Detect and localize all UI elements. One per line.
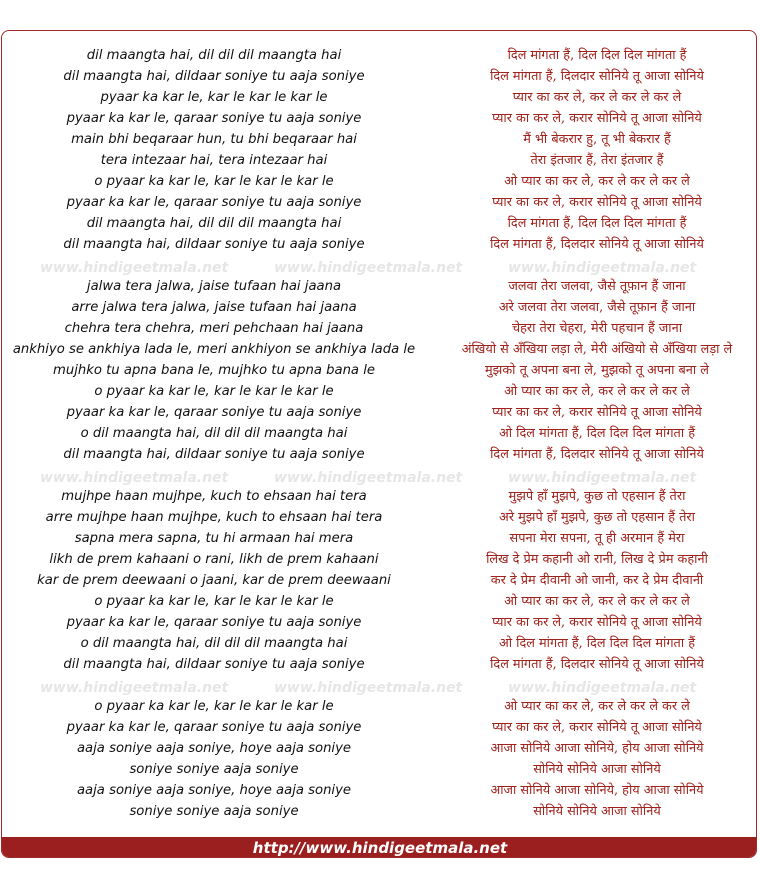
lyric-line: o pyaar ka kar le, kar le kar le kar le — [94, 699, 334, 714]
stanza-gap — [436, 255, 757, 276]
lyric-line: o pyaar ka kar le, kar le kar le kar le — [94, 594, 334, 609]
lyric-line: arre jalwa tera jalwa, jaise tufaan hai jaana — [71, 300, 357, 315]
watermark-text: www.hindigeetmala.net — [508, 260, 697, 276]
lyric-line: soniye soniye aaja soniye — [129, 804, 299, 819]
lyric-line: लिख दे प्रेम कहानी ओ रानी, लिख दे प्रेम कहानी — [486, 552, 708, 567]
watermark-text: www.hindigeetmala.net — [274, 260, 463, 276]
lyric-line: प्यार का कर ले, करार सोनिये तू आजा सोनिये — [492, 111, 702, 126]
lyric-line: मुझपे हाँ मुझपे, कुछ तो एहसान हैं तेरा — [508, 489, 686, 504]
lyric-line: pyaar ka kar le, qaraar soniye tu aaja soniye — [66, 405, 362, 420]
lyric-line: मैं भी बेकरार हु, तू भी बेकरार हैं — [523, 132, 671, 147]
lyric-line: dil maangta hai, dildaar soniye tu aaja soniye — [63, 237, 365, 252]
stanza-gap — [4, 675, 424, 696]
lyric-line: जलवा तेरा जलवा, जैसे तूफ़ान हैं जाना — [508, 279, 686, 294]
lyric-line: kar de prem deewaani o jaani, kar de prem deewaani — [37, 573, 391, 588]
watermark-text: www.hindigeetmala.net — [508, 680, 697, 696]
lyric-line: dil maangta hai, dil dil dil maangta hai — [86, 216, 342, 231]
hindi-lyrics-column — [436, 45, 757, 822]
lyric-line: दिल मांगता हैं, दिल दिल दिल मांगता हैं — [507, 216, 687, 231]
lyric-line: o pyaar ka kar le, kar le kar le kar le — [94, 384, 334, 399]
lyric-line: pyaar ka kar le, qaraar soniye tu aaja soniye — [66, 111, 362, 126]
lyric-line: main bhi beqaraar hun, tu bhi beqaraar hai — [71, 132, 357, 147]
lyric-line: o dil maangta hai, dil dil dil maangta hai — [80, 636, 348, 651]
lyric-line: ओ प्यार का कर ले, कर ले कर ले कर ले — [504, 699, 690, 714]
lyric-line: tera intezaar hai, tera intezaar hai — [100, 153, 328, 168]
lyric-line: प्यार का कर ले, करार सोनिये तू आजा सोनिये — [492, 615, 702, 630]
lyric-line: jalwa tera jalwa, jaise tufaan hai jaana — [86, 279, 342, 294]
lyric-line: ओ दिल मांगता हैं, दिल दिल दिल मांगता हैं — [499, 426, 695, 441]
lyric-line: o pyaar ka kar le, kar le kar le kar le — [94, 174, 334, 189]
lyric-line: तेरा इंतजार हैं, तेरा इंतजार हैं — [530, 153, 664, 168]
lyric-line: likh de prem kahaani o rani, likh de prem kahaani — [49, 552, 379, 567]
lyric-line: दिल मांगता हैं, दिलदार सोनिये तू आजा सोनिये — [490, 237, 704, 252]
lyric-line: ओ प्यार का कर ले, कर ले कर ले कर ले — [504, 594, 690, 609]
lyric-line: soniye soniye aaja soniye — [129, 762, 299, 777]
lyric-line: अंखियो से अँखिया लड़ा ले, मेरी अंखियो से अँखिया लड़ा ले — [461, 342, 733, 357]
lyric-line: प्यार का कर ले, करार सोनिये तू आजा सोनिये — [492, 720, 702, 735]
stanza-gap — [4, 465, 424, 486]
lyric-line: प्यार का कर ले, करार सोनिये तू आजा सोनिये — [492, 405, 702, 420]
lyric-line: aaja soniye aaja soniye, hoye aaja soniye — [76, 741, 352, 756]
watermark-text: www.hindigeetmala.net — [508, 470, 697, 486]
lyric-line: o dil maangta hai, dil dil dil maangta hai — [80, 426, 348, 441]
lyric-line: ओ प्यार का कर ले, कर ले कर ले कर ले — [504, 174, 690, 189]
lyric-line: dil maangta hai, dildaar soniye tu aaja soniye — [63, 657, 365, 672]
watermark-text: www.hindigeetmala.net — [40, 680, 229, 696]
lyric-line: दिल मांगता हैं, दिलदार सोनिये तू आजा सोनिये — [490, 447, 704, 462]
watermark-text: www.hindigeetmala.net — [274, 680, 463, 696]
lyric-line: प्यार का कर ले, करार सोनिये तू आजा सोनिये — [492, 195, 702, 210]
lyric-line: दिल मांगता हैं, दिलदार सोनिये तू आजा सोनिये — [490, 69, 704, 84]
lyric-line: अरे जलवा तेरा जलवा, जैसे तूफ़ान हैं जाना — [498, 300, 696, 315]
lyric-line: pyaar ka kar le, qaraar soniye tu aaja soniye — [66, 720, 362, 735]
lyrics-card — [1, 30, 757, 858]
lyric-line: दिल मांगता हैं, दिलदार सोनिये तू आजा सोनिये — [490, 657, 704, 672]
lyric-line: चेहरा तेरा चेहरा, मेरी पहचान हैं जाना — [511, 321, 683, 336]
lyric-line: आजा सोनिये आजा सोनिये, होय आजा सोनिये — [490, 783, 704, 798]
lyric-line: ओ दिल मांगता हैं, दिल दिल दिल मांगता हैं — [499, 636, 695, 651]
lyric-line: sapna mera sapna, tu hi armaan hai mera — [74, 531, 354, 546]
lyric-line: ओ प्यार का कर ले, कर ले कर ले कर ले — [504, 384, 690, 399]
site-link[interactable]: http://www.hindigeetmala.net — [252, 839, 508, 857]
lyric-line: मुझको तू अपना बना ले, मुझको तू अपना बना ले — [485, 363, 709, 378]
lyric-line: dil maangta hai, dildaar soniye tu aaja soniye — [63, 447, 365, 462]
lyric-line: सोनिये सोनिये आजा सोनिये — [533, 804, 661, 819]
lyric-line: pyaar ka kar le, qaraar soniye tu aaja soniye — [66, 615, 362, 630]
lyric-line: arre mujhpe haan mujhpe, kuch to ehsaan hai tera — [45, 510, 383, 525]
lyric-line: दिल मांगता हैं, दिल दिल दिल मांगता हैं — [507, 48, 687, 63]
lyric-line: आजा सोनिये आजा सोनिये, होय आजा सोनिये — [490, 741, 704, 756]
lyric-line: सपना मेरा सपना, तू ही अरमान हैं मेरा — [509, 531, 685, 546]
lyric-line: अरे मुझपे हाँ मुझपे, कुछ तो एहसान हैं तेरा — [499, 510, 695, 525]
watermark-text: www.hindigeetmala.net — [40, 470, 229, 486]
watermark-text: www.hindigeetmala.net — [40, 260, 229, 276]
lyric-line: aaja soniye aaja soniye, hoye aaja soniye — [76, 783, 352, 798]
watermark-text: www.hindigeetmala.net — [274, 470, 463, 486]
stanza-gap — [436, 675, 757, 696]
lyric-line: chehra tera chehra, meri pehchaan hai jaana — [64, 321, 364, 336]
roman-lyrics-column — [4, 45, 424, 822]
lyric-line: सोनिये सोनिये आजा सोनिये — [533, 762, 661, 777]
lyric-line: pyaar ka kar le, qaraar soniye tu aaja soniye — [66, 195, 362, 210]
stanza-gap — [4, 255, 424, 276]
lyric-line: pyaar ka kar le, kar le kar le kar le — [100, 90, 328, 105]
lyric-line: ankhiyo se ankhiya lada le, meri ankhiyon se ankhiya lada le — [12, 342, 416, 357]
lyric-line: dil maangta hai, dil dil dil maangta hai — [86, 48, 342, 63]
lyric-line: mujhko tu apna bana le, mujhko tu apna bana le — [53, 363, 375, 378]
footer-bar — [2, 837, 757, 858]
lyric-line: dil maangta hai, dildaar soniye tu aaja soniye — [63, 69, 365, 84]
stanza-gap — [436, 465, 757, 486]
lyric-line: प्यार का कर ले, कर ले कर ले कर ले — [512, 90, 682, 105]
lyric-line: कर दे प्रेम दीवानी ओ जानी, कर दे प्रेम दीवानी — [490, 573, 704, 588]
lyric-line: mujhpe haan mujhpe, kuch to ehsaan hai tera — [61, 489, 367, 504]
